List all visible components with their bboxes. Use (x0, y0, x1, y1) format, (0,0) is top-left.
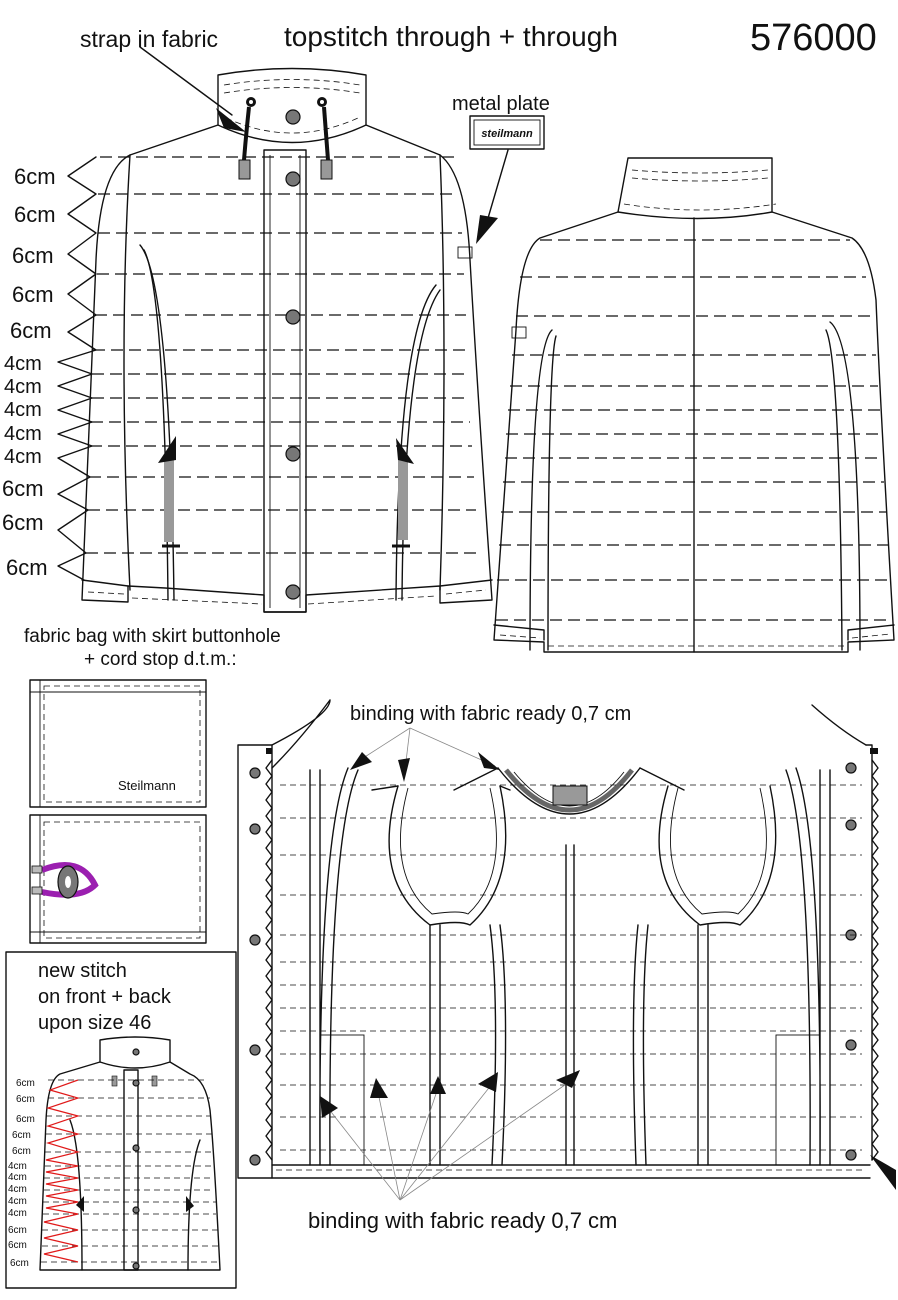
svg-text:4cm: 4cm (4, 376, 42, 398)
svg-text:on front + back: on front + back (38, 986, 171, 1008)
quilt-spacing-labels (2, 157, 96, 580)
strap-callout: strap in fabric (80, 26, 219, 52)
svg-text:6cm: 6cm (14, 164, 56, 189)
fabric-bag-sketch (30, 680, 206, 943)
svg-text:6cm: 6cm (10, 1258, 29, 1269)
fabric-bag-callout: fabric bag with skirt buttonhole (24, 626, 281, 647)
svg-text:4cm: 4cm (8, 1196, 27, 1207)
svg-text:6cm: 6cm (12, 1130, 31, 1141)
svg-text:6cm: 6cm (10, 318, 52, 343)
svg-text:6cm: 6cm (16, 1094, 35, 1105)
svg-text:4cm: 4cm (8, 1184, 27, 1195)
svg-text:6cm: 6cm (12, 282, 54, 307)
svg-text:6cm: 6cm (14, 202, 56, 227)
svg-text:4cm: 4cm (8, 1172, 27, 1183)
page-title: topstitch through + through (284, 21, 618, 52)
right-zip-pocket (398, 460, 408, 540)
front-jacket-sketch (82, 69, 492, 613)
svg-text:6cm: 6cm (6, 555, 48, 580)
left-zip-pocket (164, 460, 174, 542)
back-jacket-sketch (494, 158, 894, 652)
binding-top-callout: binding with fabric ready 0,7 cm (350, 703, 632, 725)
svg-text:6cm: 6cm (8, 1240, 27, 1251)
svg-text:6cm: 6cm (2, 510, 44, 535)
svg-text:4cm: 4cm (4, 399, 42, 421)
svg-text:4cm: 4cm (8, 1161, 27, 1172)
svg-text:new stitch: new stitch (38, 960, 127, 982)
svg-text:6cm: 6cm (12, 243, 54, 268)
svg-text:4cm: 4cm (4, 423, 42, 445)
plate-logo: steilmann (481, 128, 533, 140)
metal-plate-callout: metal plate (452, 93, 550, 115)
svg-text:6cm: 6cm (12, 1146, 31, 1157)
svg-text:6cm: 6cm (16, 1078, 35, 1089)
svg-text:4cm: 4cm (8, 1208, 27, 1219)
svg-text:6cm: 6cm (2, 476, 44, 501)
new-stitch-panel (6, 952, 236, 1288)
svg-text:6cm: 6cm (16, 1114, 35, 1125)
svg-text:upon size 46: upon size 46 (38, 1012, 152, 1034)
binding-bottom-callout: binding with fabric ready 0,7 cm (308, 1208, 618, 1233)
plate-arrow-icon (476, 215, 498, 244)
bag-brand-label: Steilmann (118, 778, 176, 793)
cord-stop-callout: + cord stop d.t.m.: (84, 649, 237, 670)
style-number: 576000 (750, 17, 877, 59)
svg-text:4cm: 4cm (4, 353, 42, 375)
plate-leader-line (486, 150, 508, 225)
svg-text:4cm: 4cm (4, 446, 42, 468)
svg-text:6cm: 6cm (8, 1225, 27, 1236)
inside-view-sketch (238, 700, 896, 1200)
